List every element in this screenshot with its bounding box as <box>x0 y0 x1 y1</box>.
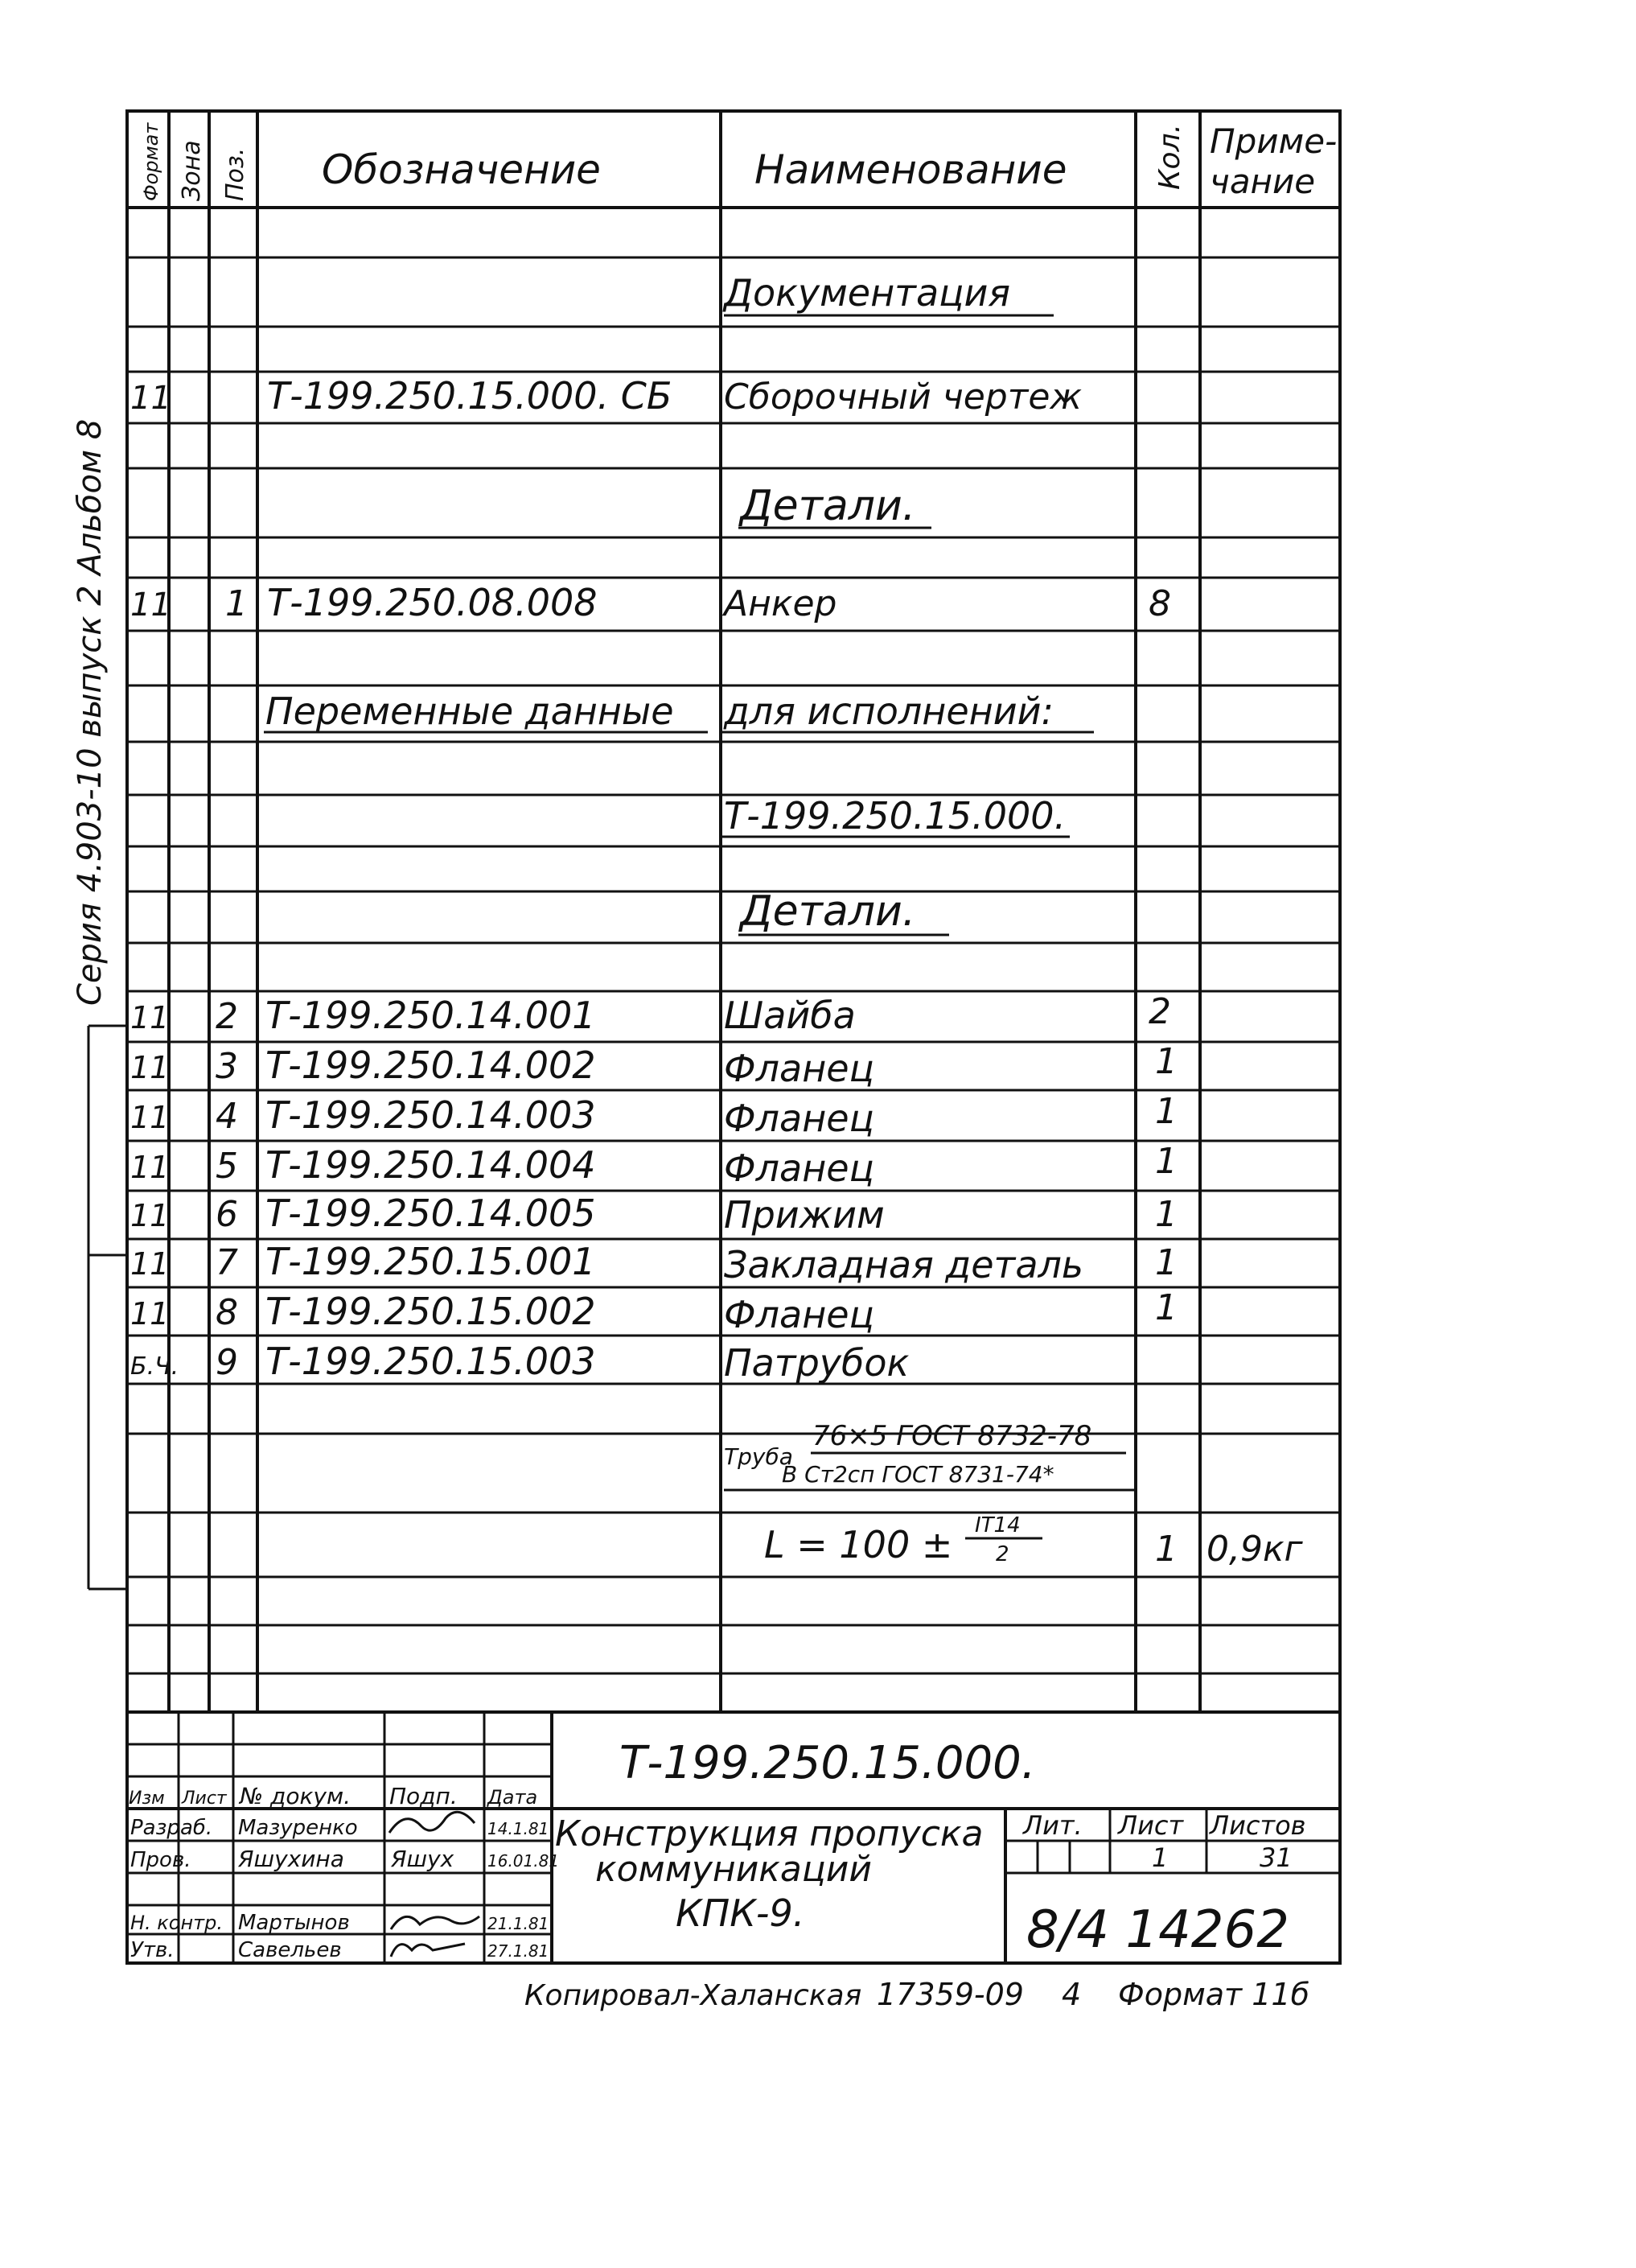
header-format: Формат <box>140 122 162 201</box>
section-parts-2: Детали. <box>740 887 916 936</box>
row-designation: Т-199.250.14.005 <box>265 1192 596 1235</box>
doc-row-name: Сборочный чертеж <box>724 377 1083 418</box>
row-pos: 2 <box>216 996 238 1037</box>
table-row <box>130 1340 910 1385</box>
footer-number: 4 <box>1062 1977 1082 2012</box>
row-format: 11 <box>130 1100 170 1135</box>
tb-role-developer: Разраб. <box>130 1816 213 1840</box>
pipe-length: L = 100 ± <box>764 1523 953 1566</box>
row-qty: 1 <box>1155 1141 1178 1182</box>
tb-sign-checker: Яшух <box>391 1846 454 1872</box>
footer-copied-by: Копировал-Халанская <box>524 1979 862 2012</box>
table-row <box>130 1287 1178 1336</box>
header-zone: Зона <box>178 140 206 201</box>
row-pos: 5 <box>216 1146 238 1187</box>
row-format: 11 <box>130 1296 170 1332</box>
header-note-1: Приме- <box>1210 121 1338 161</box>
signature-approved <box>391 1944 465 1957</box>
row-name: Фланец <box>724 1146 874 1190</box>
row-format: 11 <box>130 1050 170 1085</box>
row-name: Фланец <box>724 1293 874 1336</box>
row-pos: 8 <box>216 1292 238 1333</box>
footer-format: Формат 11б <box>1118 1977 1310 2012</box>
pipe-denominator: В Ст2сп ГОСТ 8731-74* <box>782 1461 1054 1488</box>
anchor-row-designation: Т-199.250.08.008 <box>267 581 598 624</box>
row-format: Б.Ч. <box>130 1352 179 1381</box>
footer-order-number: 17359-09 <box>877 1977 1024 2012</box>
tb-hdr-izm: Изм <box>129 1788 165 1809</box>
table-row <box>130 991 1171 1037</box>
anchor-row-pos: 1 <box>225 583 248 624</box>
side-album-label: Серия 4.903-10 выпуск 2 Альбом 8 <box>72 418 109 1006</box>
table-row <box>130 1141 1178 1190</box>
pipe-qty: 1 <box>1155 1529 1178 1570</box>
tb-hdr-doc: № докум. <box>240 1783 351 1809</box>
row-name: Фланец <box>724 1047 874 1090</box>
anchor-row-qty: 8 <box>1149 583 1171 624</box>
row-pos: 7 <box>216 1242 238 1283</box>
tb-sheets-value: 31 <box>1260 1842 1293 1873</box>
row-pos: 6 <box>216 1194 238 1235</box>
row-designation: Т-199.250.15.003 <box>265 1340 596 1383</box>
row-designation: Т-199.250.14.001 <box>265 994 596 1037</box>
tb-date-developer: 14.1.81 <box>487 1819 549 1838</box>
title-line-2: коммуникаций <box>595 1849 872 1890</box>
tb-sheets-header: Листов <box>1210 1810 1306 1841</box>
row-name: Шайба <box>724 994 856 1037</box>
row-name: Патрубок <box>724 1341 910 1385</box>
tb-sheet-header: Лист <box>1118 1810 1184 1841</box>
section-documentation: Документация <box>724 271 1011 315</box>
pipe-tol-num: IT14 <box>975 1513 1021 1537</box>
row-qty: 1 <box>1155 1041 1178 1082</box>
anchor-row-format: 11 <box>130 587 171 624</box>
parts-rows <box>130 991 1178 1385</box>
title-code: Т-199.250.15.000. <box>619 1737 1036 1789</box>
row-pos: 3 <box>216 1046 238 1087</box>
row-format: 11 <box>130 1246 170 1282</box>
row-designation: Т-199.250.14.004 <box>265 1143 596 1187</box>
doc-row-designation: Т-199.250.15.000. СБ <box>267 374 672 418</box>
row-pos: 4 <box>216 1096 238 1137</box>
row-name: Прижим <box>724 1193 885 1237</box>
tb-sheet-value: 1 <box>1152 1842 1169 1873</box>
tb-name-norm: Мартынов <box>238 1911 350 1935</box>
header-name: Наименование <box>754 146 1067 193</box>
anchor-row-name: Анкер <box>724 583 837 624</box>
tb-name-checker: Яшухина <box>238 1846 344 1872</box>
row-designation: Т-199.250.14.003 <box>265 1093 596 1137</box>
tb-role-approved: Утв. <box>130 1938 175 1962</box>
tb-name-developer: Мазуренко <box>238 1816 358 1840</box>
tb-hdr-sign: Подп. <box>389 1783 458 1809</box>
table-row <box>130 1240 1178 1286</box>
row-qty: 1 <box>1155 1194 1178 1235</box>
tb-hdr-date: Дата <box>487 1786 538 1809</box>
header-designation: Обозначение <box>322 146 601 193</box>
header-pos: Поз. <box>221 147 249 201</box>
section-variable-1: Переменные данные <box>265 689 674 733</box>
signature-norm <box>391 1916 479 1929</box>
row-qty: 1 <box>1155 1287 1178 1328</box>
pipe-label: Труба <box>724 1443 793 1470</box>
section-parts-1: Детали. <box>740 482 916 530</box>
signature-developer <box>389 1812 475 1833</box>
header-qty: Кол. <box>1153 123 1186 190</box>
row-format: 11 <box>130 1198 170 1233</box>
row-qty: 2 <box>1149 991 1171 1032</box>
row-name: Фланец <box>724 1097 874 1140</box>
title-line-1: Конструкция пропуска <box>555 1813 984 1854</box>
row-qty: 1 <box>1155 1242 1178 1283</box>
table-row <box>130 1091 1178 1140</box>
doc-row-format: 11 <box>130 380 171 417</box>
header-note-2: чание <box>1210 162 1316 201</box>
tb-date-approved: 27.1.81 <box>487 1941 549 1961</box>
row-format: 11 <box>130 1000 170 1035</box>
title-line-3: КПК-9. <box>676 1891 805 1935</box>
pipe-numerator: 76×5 ГОСТ 8732-78 <box>812 1420 1092 1452</box>
row-designation: Т-199.250.14.002 <box>265 1043 596 1087</box>
tb-name-approved: Савельев <box>238 1938 342 1962</box>
tb-lit-header: Лит. <box>1023 1810 1083 1841</box>
row-format: 11 <box>130 1150 170 1185</box>
tb-hdr-list: Лист <box>182 1788 227 1809</box>
row-qty: 1 <box>1155 1091 1178 1132</box>
tb-date-checker: 16.01.81 <box>487 1851 560 1871</box>
section-variant: Т-199.250.15.000. <box>724 794 1067 838</box>
tb-role-norm: Н. контр. <box>130 1912 224 1934</box>
tb-date-norm: 21.1.81 <box>487 1914 549 1933</box>
row-pos: 9 <box>216 1342 238 1383</box>
row-designation: Т-199.250.15.001 <box>265 1240 596 1283</box>
table-row <box>130 1041 1178 1090</box>
tb-inventory-number: 8/4 14262 <box>1026 1900 1289 1960</box>
section-variable-2: для исполнений: <box>724 689 1054 733</box>
row-designation: Т-199.250.15.002 <box>265 1290 596 1333</box>
table-row <box>130 1192 1178 1237</box>
pipe-note: 0,9кг <box>1206 1529 1303 1570</box>
tb-role-checker: Пров. <box>130 1848 191 1872</box>
pipe-tol-den: 2 <box>996 1542 1009 1566</box>
row-name: Закладная деталь <box>724 1243 1084 1286</box>
